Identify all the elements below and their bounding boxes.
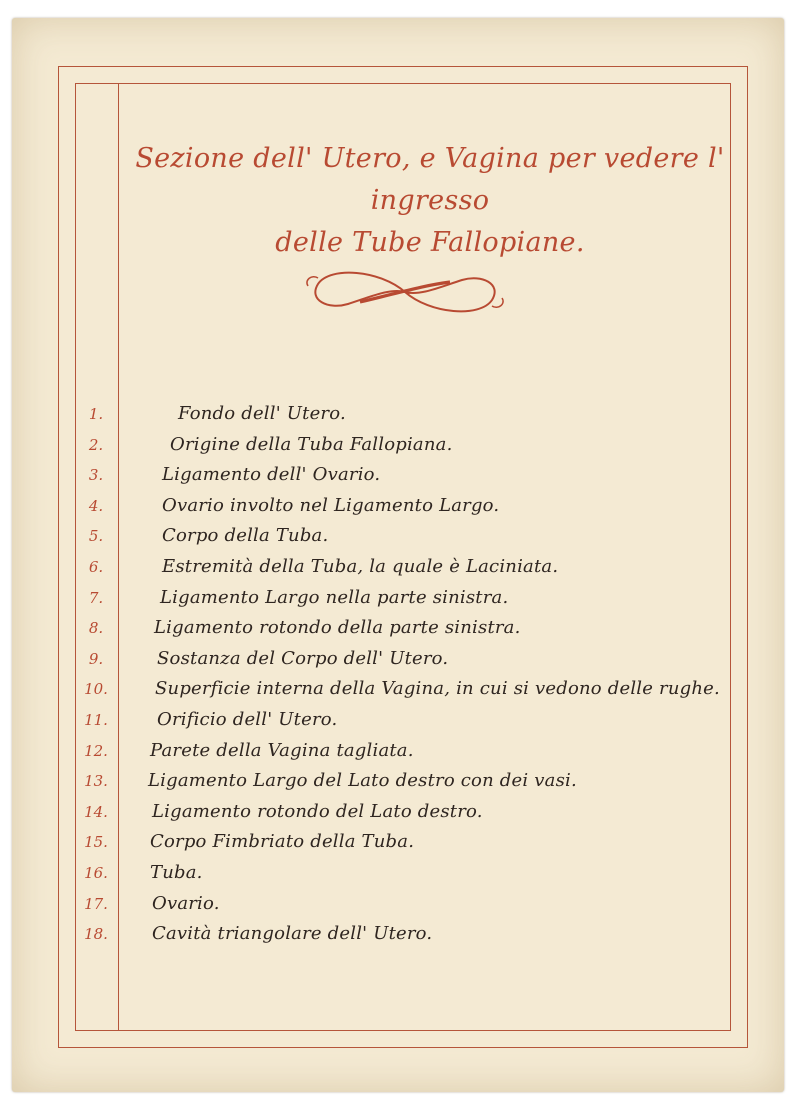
item-number: 9. [88,649,104,668]
item-text: Estremità della Tuba, la quale è Laciniata. [162,556,559,577]
item-number: 1. [88,405,104,423]
item-number: 8. [88,619,104,638]
item-number: 13. [84,772,108,791]
item-number: 7. [88,588,104,607]
item-text: Orificio dell' Utero. [157,709,338,730]
item-number: 12. [84,741,108,760]
item-number: 5. [88,527,104,546]
list-item [0,827,800,857]
item-text: Ovario. [152,892,220,914]
item-number: 15. [84,833,108,852]
item-text: Cavità triangolare dell' Utero. [152,923,433,945]
list-item [0,399,800,429]
item-text: Ligamento rotondo del Lato destro. [152,800,483,822]
list-item [0,583,800,613]
list-item [0,705,800,735]
list-item [0,552,800,582]
list-item [0,736,800,766]
list-item [0,858,800,888]
list-item [0,460,800,490]
item-text: Sostanza del Corpo dell' Utero. [157,647,449,669]
title-line-2: delle Tube Fallopiane. [275,227,585,258]
list-item [0,430,800,460]
item-number: 3. [88,466,104,485]
item-text: Ligamento Largo nella parte sinistra. [160,586,509,608]
item-text: Ligamento rotondo della parte sinistra. [154,617,521,639]
list-item [0,613,800,643]
item-text: Tuba. [150,862,203,883]
list-item [0,491,800,521]
item-number: 10. [84,680,108,699]
list-item [0,889,800,919]
list-item [0,674,800,704]
item-number: 18. [84,925,108,944]
title-line-1: Sezione dell' Utero, e Vagina per vedere l' ingresso [135,143,725,216]
item-number: 14. [84,802,108,821]
item-text: Origine della Tuba Fallopiana. [170,433,453,455]
item-number: 17. [84,894,108,913]
item-number: 6. [88,558,104,576]
list-item [0,919,800,949]
item-number: 11. [84,711,108,729]
item-text: Ligamento Largo del Lato destro con dei vasi. [148,770,577,792]
list-item [0,797,800,827]
item-number: 16. [84,864,108,882]
calligraphic-flourish-icon [300,264,510,320]
item-text: Parete della Vagina tagliata. [150,739,414,761]
item-text: Ovario involto nel Ligamento Largo. [162,494,500,516]
item-text: Ligamento dell' Ovario. [162,464,381,486]
list-item [0,521,800,551]
item-number: 4. [88,496,104,515]
list-item [0,644,800,674]
page-title [110,138,750,264]
item-text: Fondo dell' Utero. [178,403,346,424]
item-text: Corpo della Tuba. [162,525,329,547]
item-text: Superficie interna della Vagina, in cui si vedono delle rughe. [155,678,720,700]
item-number: 2. [88,435,104,454]
list-item [0,766,800,796]
item-text: Corpo Fimbriato della Tuba. [150,831,415,853]
